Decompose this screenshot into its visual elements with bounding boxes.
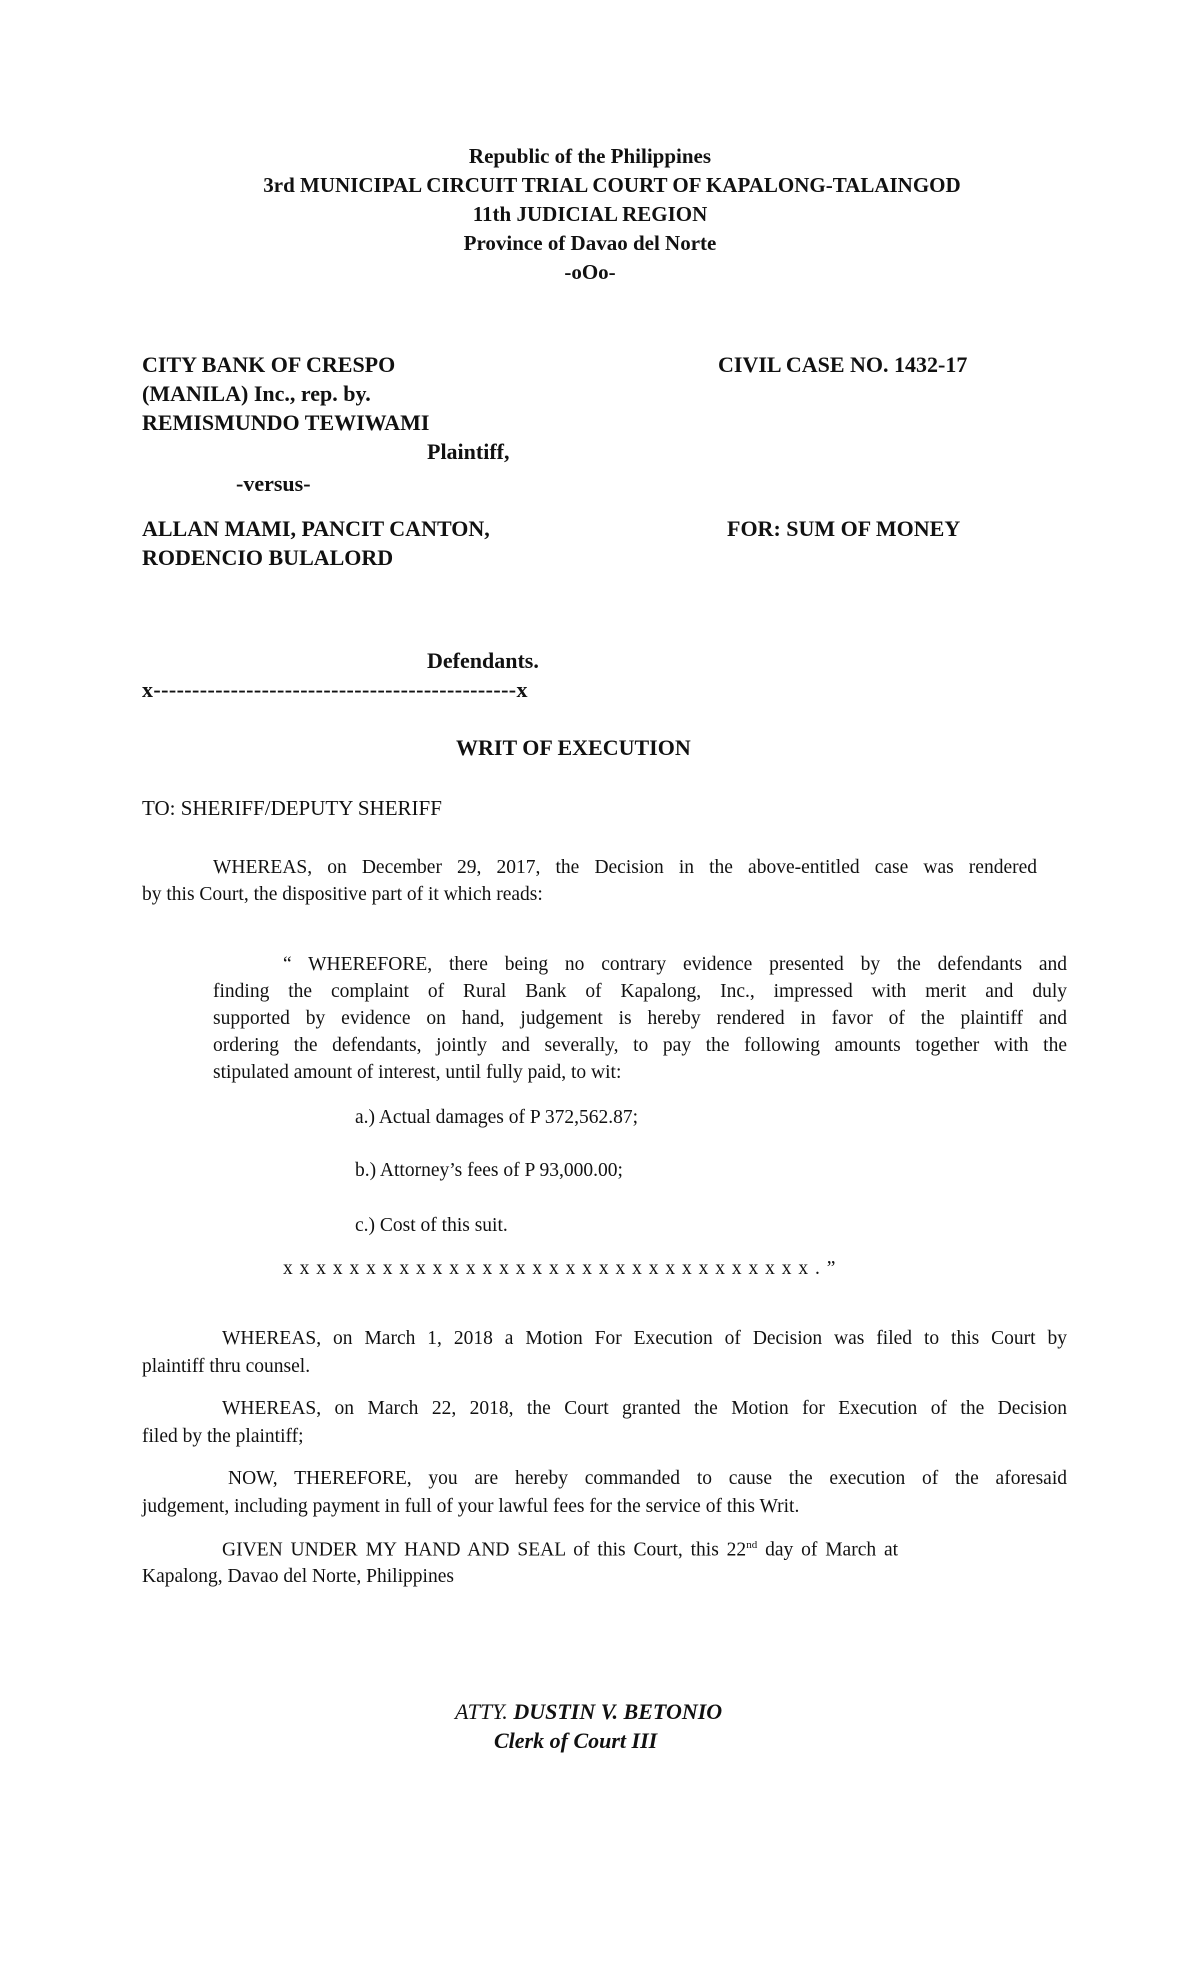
caption-separator: x-----------------------------------------------x <box>142 677 528 702</box>
signatory-title: ATTY. <box>455 1699 514 1724</box>
plaintiff-name-line-3: REMISMUNDO TEWIWAMI <box>142 410 430 435</box>
paragraph-2-line-1: WHEREAS, on March 1, 2018 a Motion For Execution of Decision was filed to this Court by <box>222 1328 1067 1349</box>
plaintiff-name-line-2: (MANILA) Inc., rep. by. <box>142 381 371 406</box>
quote-line-4: ordering the defendants, jointly and severally, to pay the following amounts together with the <box>213 1035 1067 1056</box>
plaintiff-role: Plaintiff, <box>427 439 510 464</box>
quote-line-5: stipulated amount of interest, until fully paid, to wit: <box>213 1062 622 1083</box>
given-under-hand-text: GIVEN UNDER MY HAND AND SEAL of this Court, this 22 <box>222 1539 747 1561</box>
paragraph-2-line-2: plaintiff thru counsel. <box>142 1356 311 1377</box>
defendants-line-1: ALLAN MAMI, PANCIT CANTON, <box>142 516 490 541</box>
quote-line-2: finding the complaint of Rural Bank of Kapalong, Inc., impressed with merit and duly <box>213 981 1067 1002</box>
day-ordinal-suffix: nd <box>746 1539 758 1551</box>
addressee: TO: SHERIFF/DEPUTY SHERIFF <box>142 796 442 820</box>
signatory-full-name: DUSTIN V. BETONIO <box>513 1699 723 1724</box>
signatory-name <box>455 1699 722 1725</box>
signatory-position: Clerk of Court III <box>494 1728 658 1753</box>
case-number: CIVIL CASE NO. 1432-17 <box>718 352 968 377</box>
paragraph-4-line-2: judgement, including payment in full of your lawful fees for the service of this Writ. <box>142 1496 800 1517</box>
day-of-month-text: day of March at <box>757 1539 899 1561</box>
versus-label: -versus- <box>236 471 311 496</box>
header-court: 3rd MUNICIPAL CIRCUIT TRIAL COURT OF KAPALONG-TALAINGOD <box>263 173 961 197</box>
case-nature: FOR: SUM OF MONEY <box>727 516 961 541</box>
header-province: Province of Davao del Norte <box>463 231 717 255</box>
award-item-c: c.) Cost of this suit. <box>355 1215 508 1236</box>
header-ornament: -oOo- <box>564 260 616 284</box>
paragraph-5-line-2: Kapalong, Davao del Norte, Philippines <box>142 1566 454 1587</box>
paragraph-4-line-1: NOW, THEREFORE, you are hereby commanded to cause the execution of the aforesaid <box>228 1468 1067 1489</box>
paragraph-1-line-1: WHEREAS, on December 29, 2017, the Decision in the above-entitled case was rendered <box>213 857 1037 878</box>
defendants-line-2: RODENCIO BULALORD <box>142 545 394 570</box>
paragraph-5-line-1 <box>222 1539 898 1562</box>
quote-line-1: “ WHEREFORE, there being no contrary evidence presented by the defendants and <box>283 954 1067 975</box>
header-region: 11th JUDICIAL REGION <box>472 202 708 226</box>
paragraph-3-line-2: filed by the plaintiff; <box>142 1426 304 1447</box>
quote-closing-xline: x x x x x x x x x x x x x x x x x x x x x x x x x x x x x x x x . ” <box>283 1258 837 1279</box>
defendants-role: Defendants. <box>427 648 539 673</box>
header-republic: Republic of the Philippines <box>468 144 712 168</box>
paragraph-1-line-2: by this Court, the dispositive part of it which reads: <box>142 884 543 905</box>
award-item-a: a.) Actual damages of P 372,562.87; <box>355 1107 639 1128</box>
quote-line-3: supported by evidence on hand, judgement is hereby rendered in favor of the plaintiff and <box>213 1008 1067 1029</box>
paragraph-3-line-1: WHEREAS, on March 22, 2018, the Court granted the Motion for Execution of the Decision <box>222 1398 1067 1419</box>
plaintiff-name-line-1: CITY BANK OF CRESPO <box>142 352 396 377</box>
document-title: WRIT OF EXECUTION <box>456 735 691 760</box>
award-item-b: b.) Attorney’s fees of P 93,000.00; <box>355 1160 623 1181</box>
